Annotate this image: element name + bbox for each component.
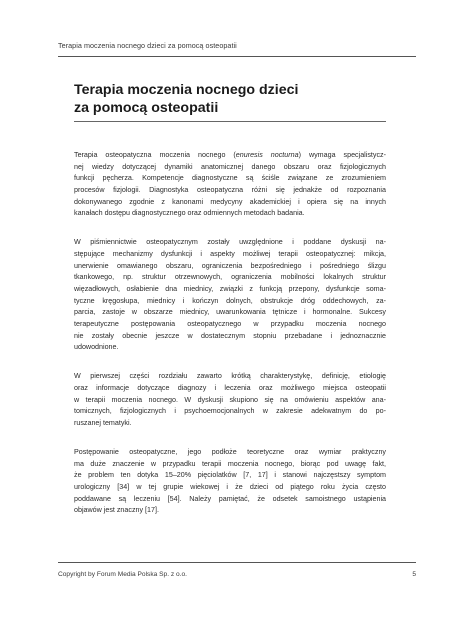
paragraph-chapter-scope [74, 371, 386, 429]
footer-copyright: Copyright by Forum Media Polska Sp. z o.o. [58, 571, 187, 578]
text-line: nie zostały obecnie jeszcze w dostatecznym stopniu przebadane i jednoznacznie [74, 331, 386, 340]
text-line: udowodnione. [74, 343, 119, 352]
text-line: tkankowego, np. struktur otrzewnowych, ograniczenia mobilności lokalnych struktur [74, 273, 386, 282]
text-line: W pierwszej części rozdziału zawarto krótką charakterystykę, definicję, etiologię [74, 372, 386, 381]
text-line: terapeutyczne postępowania osteopatycznego w przypadku moczenia nocnego [74, 319, 386, 328]
text-line: w terapii moczenia nocnego. W dyskusji skupiono się na omówieniu aspektów ana- [74, 395, 386, 404]
text-line: objawów jest znaczny [17]. [74, 506, 159, 515]
text-line: dokonywanego zgodnie z kanonami medycyny akademickiej i opiera się na innych [74, 197, 386, 206]
text-line: tomicznych, fizjologicznych i psychoemocjonalnych w zakresie adekwatnym do po- [74, 407, 386, 416]
body-text [74, 150, 386, 534]
text-line: procesów fizjologii. Diagnostyka osteopatyczna różni się jednakże od rozpoznania [74, 185, 386, 194]
paragraph-practice [74, 447, 386, 517]
text-line: Postępowanie osteopatyczne, jego podłoże teoretyczne oraz wymiar praktyczny [74, 447, 386, 456]
paragraph-mechanisms [74, 237, 386, 354]
title-divider [74, 121, 386, 122]
header-divider [58, 56, 416, 57]
text-segment: ) wymaga specjalistycz- [298, 151, 386, 159]
chapter-title-line: Terapia moczenia nocnego dzieci [74, 82, 299, 98]
text-line: ma duże znaczenie w przypadku terapii moczenia nocnego, biorąc pod uwagę fakt, [74, 459, 386, 468]
running-header: Terapia moczenia nocnego dzieci za pomocą osteopatii [58, 41, 237, 50]
text-line: że problem ten dotyka 15–20% pięciolatków [7, 17] i stanowi najczęstszy symptom [74, 471, 386, 480]
footer-divider [58, 562, 416, 563]
text-line: tyczne kręgosłupa, miednicy i kończyn dolnych, obstrukcje dróg oddechowych, za- [74, 296, 386, 305]
text-line: funkcji pęcherza. Kompetencje diagnostyczne są ściśle związane ze zrozumieniem [74, 174, 386, 183]
paragraph-intro [74, 150, 386, 220]
chapter-title-line: za pomocą osteopatii [74, 99, 219, 116]
text-line: unerwienie omawianego obszaru, ograniczenia bezpośredniego i pośredniego ślizgu [74, 261, 386, 270]
text-line: stępujące mechanizmy dysfunkcji i aspekty możliwej terapii osteopatycznej: mikcja, [74, 249, 386, 258]
text-line: kanałach dostępu diagnostycznego oraz odmiennych metodach badania. [74, 209, 305, 218]
text-line [74, 150, 386, 162]
text-line: więzadłowych, osłabienie dna miednicy, związki z funkcją przepony, dysfunkcje soma- [74, 284, 386, 293]
page-number: 5 [412, 571, 416, 578]
chapter-title [74, 82, 374, 117]
text-line: nej wiedzy dotyczącej dynamiki anatomicznej danego obszaru oraz fizjologicznych [74, 162, 386, 171]
text-segment: Terapia osteopatyczna moczenia nocnego ( [74, 151, 236, 159]
text-line: parcia, zastoje w obszarze miednicy, uwarunkowania tętnicze i hormonalne. Sukcesy [74, 308, 386, 317]
text-line: W piśmiennictwie osteopatycznym zostały uwzględnione i poddane dyskusji na- [74, 238, 386, 247]
text-line: urologiczny [34] w tej grupie wiekowej i że dzieci od piątego roku życia często [74, 482, 386, 491]
text-line: poddawane są leczeniu [54]. Należy pamiętać, że odsetek samoistnego ustąpienia [74, 494, 386, 503]
text-line: ruszanej tematyki. [74, 418, 132, 427]
emphasis-term: enuresis nocturna [235, 151, 299, 159]
text-line: oraz informacje dotyczące diagnozy i leczenia oraz możliwego miejsca osteopatii [74, 383, 386, 392]
